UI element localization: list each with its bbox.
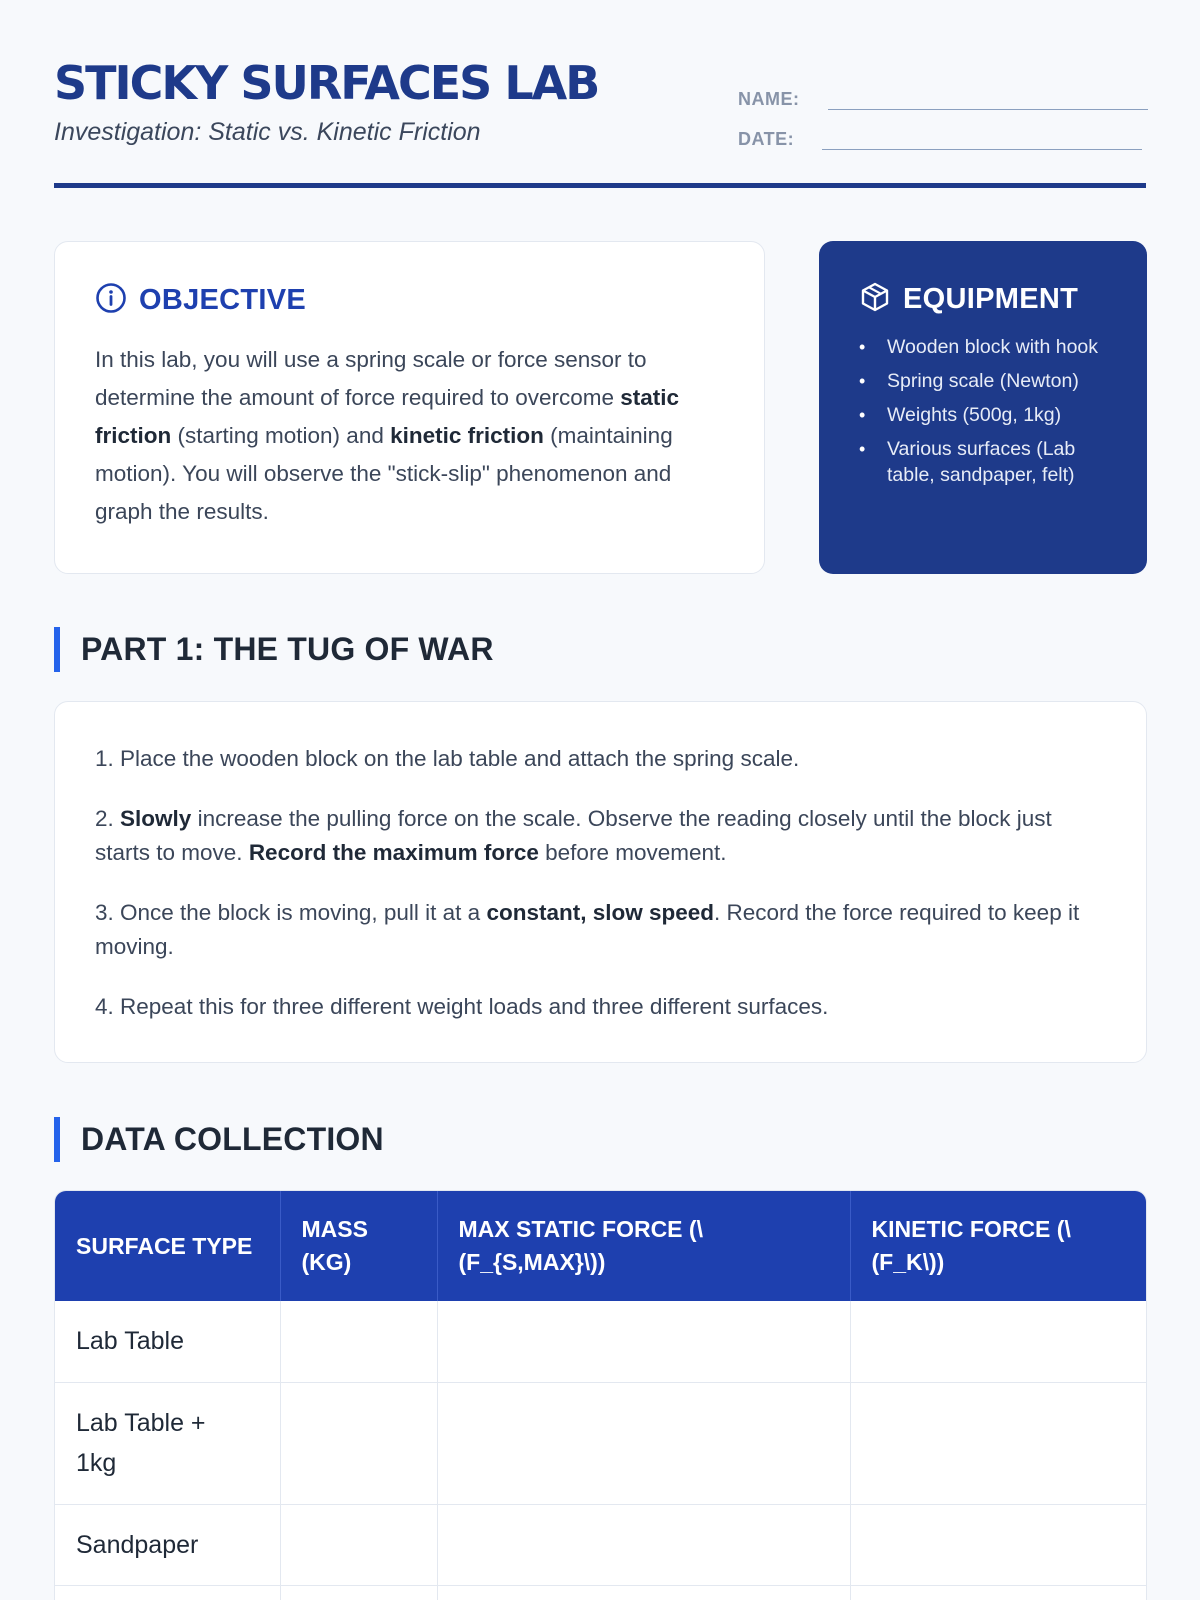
procedure-step: 4. Repeat this for three different weight loads and three different surfaces. [95, 994, 829, 1019]
data-table-container [54, 1190, 1147, 1600]
kinetic-force-cell[interactable] [850, 1382, 1146, 1504]
objective-card [54, 241, 765, 574]
equipment-card [819, 241, 1147, 574]
equipment-item: • Various surfaces (Lab table, sandpaper, felt) [859, 436, 1107, 488]
objective-header [95, 282, 724, 319]
column-header-mass: MASS (KG) [280, 1191, 437, 1301]
page-subtitle: Investigation: Static vs. Kinetic Friction [54, 118, 481, 146]
equipment-heading: EQUIPMENT [903, 283, 1079, 315]
table-row [55, 1504, 1146, 1585]
column-header-kinetic-force: KINETIC FORCE (\(F_K\)) [850, 1191, 1146, 1301]
surface-cell: Lab Table [55, 1301, 280, 1382]
kinetic-force-cell[interactable] [850, 1301, 1146, 1382]
static-force-cell[interactable] [437, 1585, 850, 1600]
mass-cell[interactable] [280, 1585, 437, 1600]
table-row [55, 1301, 1146, 1382]
date-field[interactable] [738, 128, 1142, 150]
equipment-item: • Wooden block with hook [859, 334, 1107, 360]
info-circle-icon [95, 282, 127, 319]
equipment-header [859, 281, 1107, 318]
procedure-card [54, 701, 1147, 1063]
date-label: DATE: [738, 129, 795, 149]
cube-icon [859, 281, 891, 318]
column-header-static-force: MAX STATIC FORCE (\(F_{S,MAX}\)) [437, 1191, 850, 1301]
objective-heading: OBJECTIVE [139, 284, 307, 316]
mass-cell[interactable] [280, 1301, 437, 1382]
date-line[interactable] [822, 128, 1142, 150]
name-line[interactable] [828, 88, 1148, 110]
static-force-cell[interactable] [437, 1382, 850, 1504]
procedure-step: 3. Once the block is moving, pull it at a constant, slow speed. Record the force required to keep it moving. [95, 900, 1080, 959]
equipment-item: • Spring scale (Newton) [859, 368, 1107, 394]
data-collection-heading: DATA COLLECTION [54, 1117, 384, 1162]
equipment-item: • Weights (500g, 1kg) [859, 402, 1107, 428]
surface-cell: Sandpaper [55, 1504, 280, 1585]
surface-cell: Lab Table + 1kg [55, 1382, 280, 1504]
data-table [55, 1191, 1146, 1600]
static-force-cell[interactable] [437, 1504, 850, 1585]
page-title: STICKY SURFACES LAB [54, 56, 599, 110]
static-force-cell[interactable] [437, 1301, 850, 1382]
mass-cell[interactable] [280, 1504, 437, 1585]
name-label: NAME: [738, 89, 800, 109]
table-row [55, 1382, 1146, 1504]
part1-heading: PART 1: THE TUG OF WAR [54, 627, 494, 672]
kinetic-force-cell[interactable] [850, 1585, 1146, 1600]
objective-text: In this lab, you will use a spring scale or force sensor to determine the amount of force required to overcome static friction (starting motion) and kinetic friction (maintaining motion). You will observe the "stick-slip" phenomenon and graph the results. [95, 347, 680, 524]
surface-cell [55, 1585, 280, 1600]
equipment-list [859, 334, 1107, 488]
name-field[interactable] [738, 88, 1148, 110]
worksheet-header [54, 0, 1146, 188]
procedure-step: 1. Place the wooden block on the lab table and attach the spring scale. [95, 746, 800, 771]
mass-cell[interactable] [280, 1382, 437, 1504]
kinetic-force-cell[interactable] [850, 1504, 1146, 1585]
table-row [55, 1585, 1146, 1600]
table-header-row [55, 1191, 1146, 1301]
procedure-step: 2. Slowly increase the pulling force on the scale. Observe the reading closely until the block just starts to move. Record the maximum force before movement. [95, 806, 1052, 865]
column-header-surface: SURFACE TYPE [55, 1191, 280, 1301]
